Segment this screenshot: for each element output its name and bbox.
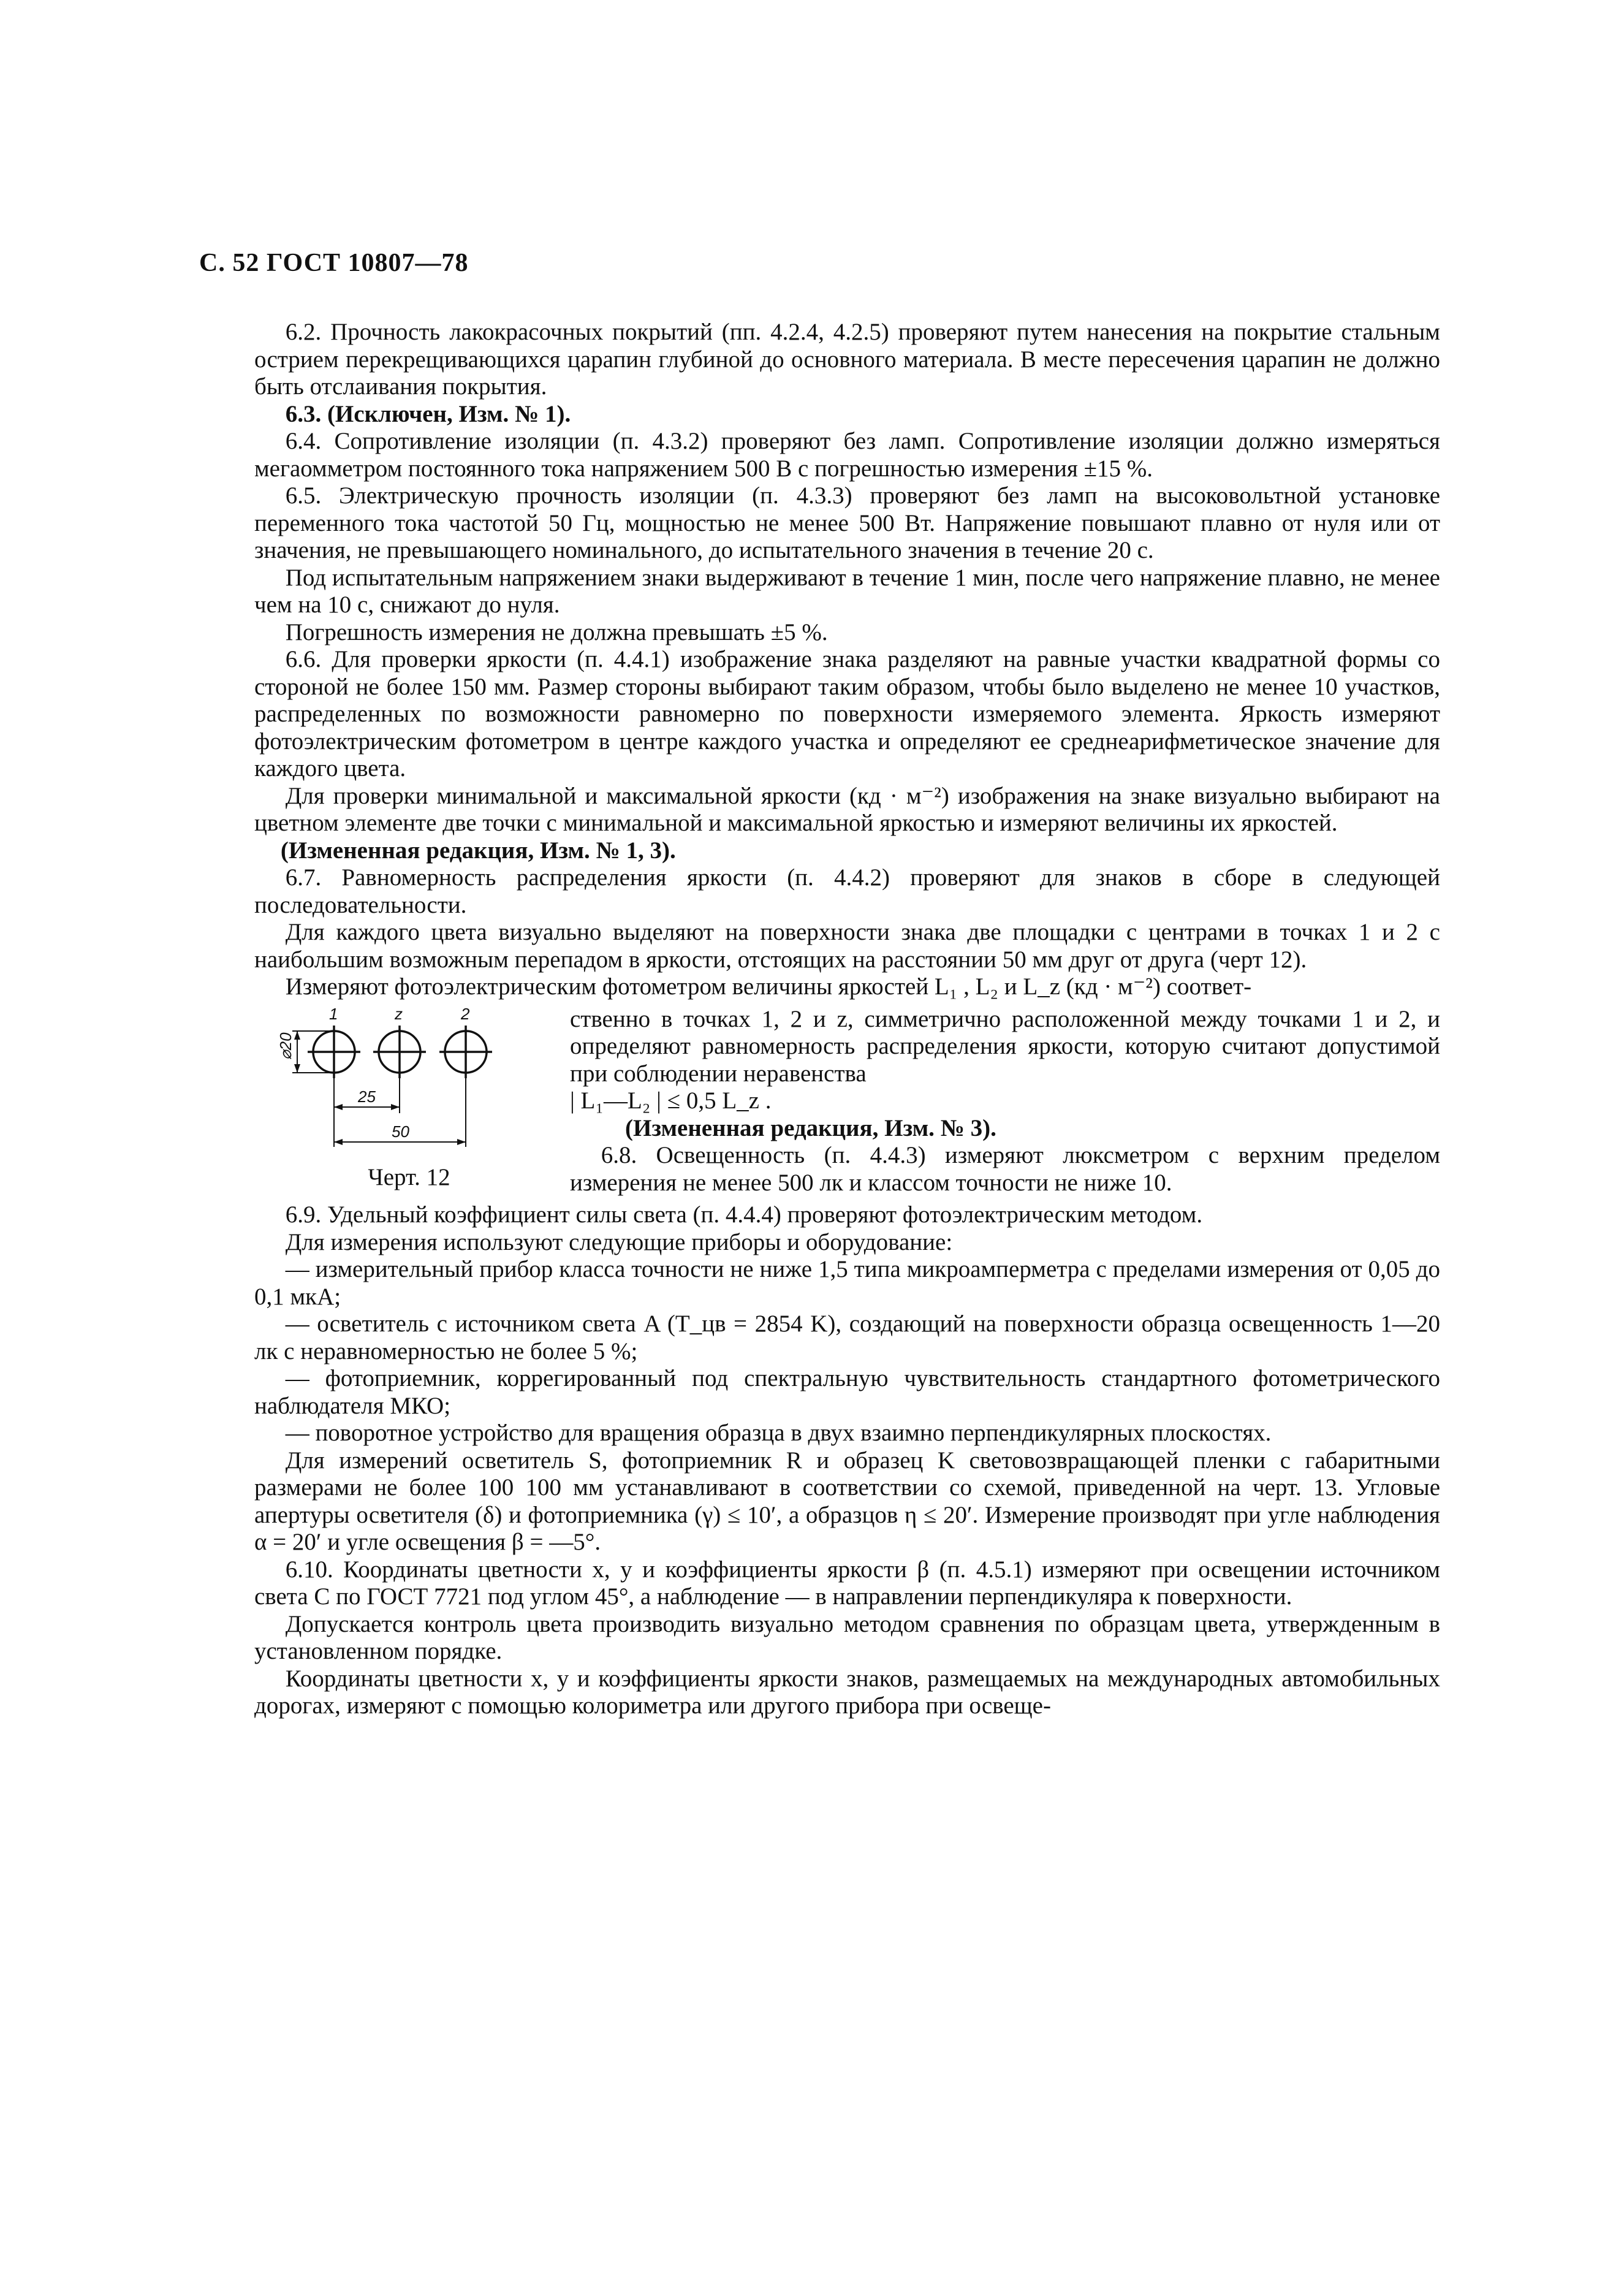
dim-50-label: 50 [392,1122,409,1141]
paragraph-6-5: 6.5. Электрическую прочность изоляции (п. 4.3.3) проверяют без ламп на высоковольтной установке переменного тока частотой 50 Гц, мощностью не менее 500 Вт. Напряжение повышают плавно от нуля или от значения, не превышающего номинального, до испытательного значения в течение 20 с. [254,482,1440,563]
label-point-1: 1 [329,1005,338,1023]
list-item-rotator: — поворотное устройство для вращения образца в двух взаимно перпендикулярных плоскостях. [285,1420,1272,1446]
paragraph-6-7-b: Для каждого цвета визуально выделяют на поверхности знака две площадки с центрами в точках 1 и 2 с наибольшим возможным перепадом в яркости, отстоящих на расстоянии 50 мм друг от друга (черт 12). [254,919,1440,973]
paragraph-6-9-b: Для измерения используют следующие приборы и оборудование: [285,1228,953,1255]
paragraph-6-10-b: Допускается контроль цвета производить визуально методом сравнения по образцам цвета, утвержденным в установленном порядке. [254,1610,1440,1664]
paragraph-6-8: 6.8. Освещенность (п. 4.4.3) измеряют люксметром с верхним пределом измерения не менее 500 лк и классом точности не ниже 10. [570,1142,1440,1196]
document-body [254,319,1440,1720]
paragraph-6-10: 6.10. Координаты цветности x, y и коэффициенты яркости β (п. 4.5.1) измеряют при освещении источником света C по ГОСТ 7721 под углом 45°, а наблюдение — в направлении перпендикуляра к поверхности. [254,1556,1440,1610]
figure-row [254,1006,1440,1197]
paragraph-6-7: 6.7. Равномерность распределения яркости (п. 4.4.2) проверяют для знаков в сборе в следующей последовательности. [254,864,1440,918]
amendment-note-1: (Измененная редакция, Изм. № 1, 3). [280,837,676,864]
list-item-illuminator: — осветитель с источником света A (T_цв = 2854 K), создающий на поверхности образца освещенность 1—20 лк с неравномерностью не более 5 %; [254,1311,1440,1364]
paragraph-6-6: 6.6. Для проверки яркости (п. 4.4.1) изображение знака разделяют на равные участки квадратной формы со стороной не более 150 мм. Размер стороны выбирают таким образом, чтобы было выделено не менее 10 участков, распределенных по возможности равномерно по поверхности измеряемого элемента. Яркость измеряют фотоэлектрическим фотометром в центре каждого участка и определяют ее среднеарифметическое значение для каждого цвета. [254,646,1440,782]
list-item-photoreceiver: — фотоприемник, коррегированный под спектральную чувствительность стандартного фотометрического наблюдателя МКО; [254,1365,1440,1419]
paragraph-6-9-g: Для измерений осветитель S, фотоприемник R и образец K световозвращающей пленки с габаритными размерами не более 100 100 мм устанавливают в соответствии со схемой, приведенной на черт. 13. Угловые апертуры осветителя (δ) и фотоприемника (γ) ≤ 10′, а образцов η ≤ 20′. Измерение производят при угле наблюдения α = 20′ и угле освещения β = —5°. [254,1447,1440,1555]
paragraph-6-7-d: ственно в точках 1, 2 и z, симметрично расположенной между точками 1 и 2, и определяют равномерность распределения яркости, которую считают допустимой при соблюдении неравенства [570,1005,1440,1087]
figure-12-caption: Черт. 12 [368,1163,450,1190]
dim-25-label: 25 [358,1087,376,1106]
paragraph-6-5-c: Погрешность измерения не должна превышать ±5 %. [285,618,828,645]
inequality: | L₁—L₂ | ≤ 0,5 L_z . [570,1087,772,1114]
paragraph-6-6-b: Для проверки минимальной и максимальной яркости (кд · м⁻²) изображения на знаке визуально выбирают на цветном элементе две точки с минимальной и максимальной яркостью и измеряют величины их яркостей. [254,782,1440,836]
page-header: С. 52 ГОСТ 10807—78 [199,249,469,277]
label-point-2: 2 [461,1005,470,1023]
dim-diameter-label: ⌀20 [276,1032,295,1060]
paragraph-6-9: 6.9. Удельный коэффициент силы света (п. 4.4.4) проверяют фотоэлектрическим методом. [285,1201,1203,1228]
paragraph-6-5-b: Под испытательным напряжением знаки выдерживают в течение 1 мин, после чего напряжение плавно, не менее чем на 10 с, снижают до нуля. [254,564,1440,618]
list-item-instrument: — измерительный прибор класса точности не ниже 1,5 типа микроамперметра с пределами измерения от 0,05 до 0,1 мкА; [254,1256,1440,1310]
figure-12 [254,1006,564,1192]
paragraph-6-10-c: Координаты цветности x, y и коэффициенты яркости знаков, размещаемых на международных автомобильных дорогах, измеряют с помощью колориметра или другого прибора при освеще- [254,1665,1440,1719]
figure-side-text [564,1006,1440,1197]
figure-12-drawing [254,1006,564,1153]
paragraph-6-2: 6.2. Прочность лакокрасочных покрытий (пп. 4.2.4, 4.2.5) проверяют путем нанесения на покрытие стальным острием перекрещивающихся царапин глубиной до основного материала. В месте пересечения царапин не должно быть отслаивания покрытия. [254,319,1440,400]
paragraph-6-4: 6.4. Сопротивление изоляции (п. 4.3.2) проверяют без ламп. Сопротивление изоляции должно измеряться мегаомметром постоянного тока напряжением 500 В с погрешностью измерения ±15 %. [254,428,1440,482]
amendment-note-3: (Измененная редакция, Изм. № 3). [625,1114,996,1141]
label-point-z: z [395,1005,403,1023]
paragraph-6-7-c: Измеряют фотоэлектрическим фотометром величины яркостей L₁ , L₂ и L_z (кд · м⁻²) соответ- [285,973,1252,1000]
paragraph-6-3: 6.3. (Исключен, Изм. № 1). [285,400,571,427]
